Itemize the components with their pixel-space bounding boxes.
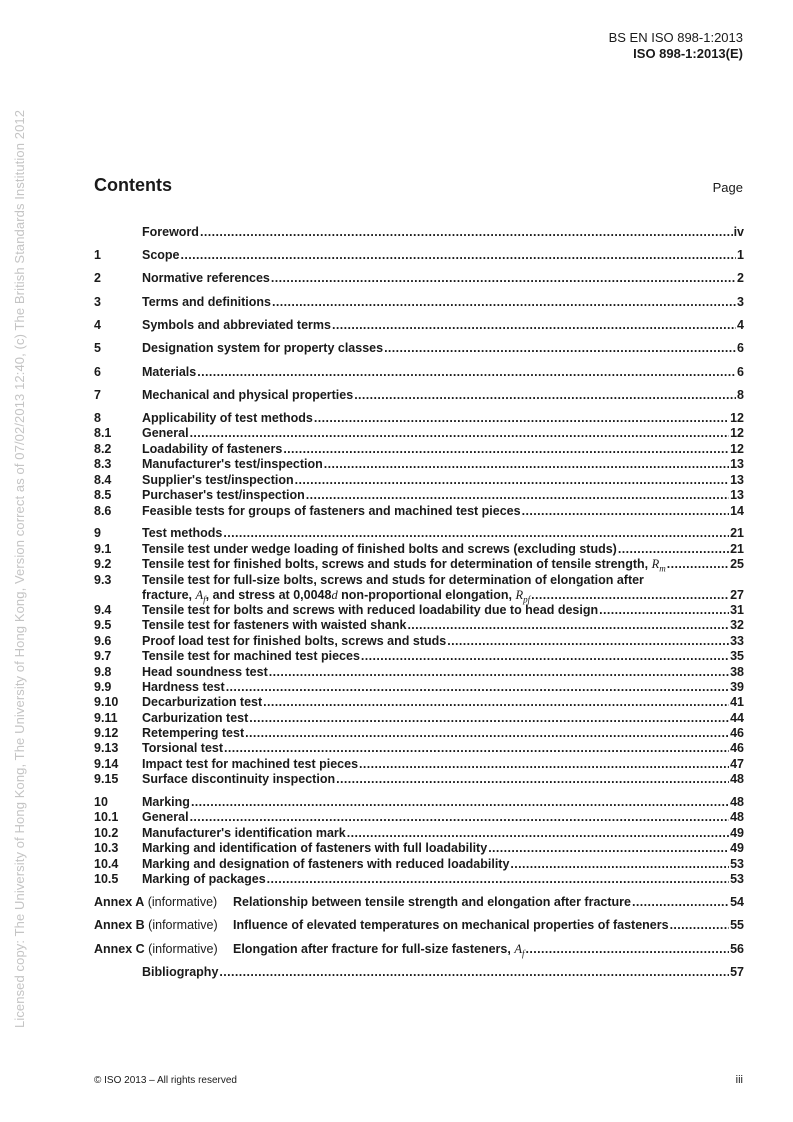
- title-text: Head soundness test: [142, 665, 268, 679]
- toc-entry[interactable]: [94, 271, 744, 286]
- title-text: Materials: [142, 365, 197, 379]
- entry-number: 10.2: [94, 826, 119, 840]
- entry-page: 4: [737, 318, 744, 332]
- entry-title: [142, 542, 617, 557]
- entry-page: 32: [730, 618, 744, 632]
- toc-entry[interactable]: [94, 634, 744, 649]
- toc-entry[interactable]: [94, 726, 744, 741]
- toc-entry[interactable]: [94, 603, 744, 618]
- entry-page: 49: [730, 826, 744, 840]
- dot-leader: [407, 618, 729, 633]
- dot-leader: [336, 772, 729, 787]
- symbol-subscript: f: [521, 948, 525, 959]
- title-text: Designation system for property classes: [142, 341, 384, 355]
- dot-leader: [314, 411, 729, 426]
- annex-label: [94, 918, 233, 933]
- entry-title: [142, 772, 335, 787]
- toc-entry[interactable]: [94, 810, 744, 825]
- entry-number: 9.3: [94, 573, 112, 587]
- title-text: Marking of packages: [142, 872, 266, 886]
- entry-title: [142, 442, 282, 457]
- entry-page: 1: [737, 248, 744, 262]
- annex-id: Annex A: [94, 895, 145, 909]
- entry-title: [233, 942, 524, 962]
- dot-leader: [354, 388, 736, 403]
- entry-page: 53: [730, 872, 744, 886]
- entry-title: [142, 426, 189, 441]
- standard-number: BS EN ISO 898-1:2013: [608, 30, 743, 45]
- entry-page: 12: [730, 442, 744, 456]
- entry-number: 4: [94, 318, 101, 332]
- toc-entry[interactable]: [94, 457, 744, 472]
- entry-page: 49: [730, 841, 744, 855]
- title-text: Symbols and abbreviated terms: [142, 318, 331, 332]
- symbol: R: [515, 588, 524, 602]
- entry-page: 53: [730, 857, 744, 871]
- entry-title: [142, 795, 190, 810]
- toc-entry[interactable]: [94, 557, 744, 572]
- title-text: Feasible tests for groups of fasteners and machined test pieces: [142, 504, 521, 518]
- dot-leader: [272, 295, 736, 310]
- dot-leader: [190, 810, 730, 825]
- entry-title: [142, 271, 270, 286]
- entry-number: 9.13: [94, 741, 119, 755]
- entry-page: 54: [730, 895, 744, 909]
- entry-number: 9.10: [94, 695, 119, 709]
- entry-page: 12: [730, 411, 744, 425]
- entry-title: [142, 341, 383, 356]
- dot-leader: [191, 795, 729, 810]
- toc-entry[interactable]: [94, 618, 744, 633]
- entry-page: 56: [730, 942, 744, 956]
- title-text: Elongation after fracture for full-size fasteners,: [233, 942, 515, 956]
- text-part: , and stress at 0,0048: [205, 588, 332, 602]
- title-text: Marking and identification of fasteners with full loadability: [142, 841, 488, 855]
- toc-entry[interactable]: [94, 826, 744, 841]
- entry-title: [142, 457, 323, 472]
- dot-leader: [245, 726, 729, 741]
- dot-leader: [667, 557, 729, 572]
- entry-number: 8.4: [94, 473, 112, 487]
- copyright-notice: © ISO 2013 – All rights reserved: [94, 1075, 237, 1086]
- entry-number: 9.8: [94, 665, 112, 679]
- entry-page: 21: [730, 542, 744, 556]
- entry-title: [142, 649, 360, 664]
- entry-page: 12: [730, 426, 744, 440]
- entry-page: 27: [730, 588, 744, 602]
- page-number: iii: [735, 1074, 743, 1086]
- entry-page: 13: [730, 473, 744, 487]
- symbol-subscript: m: [659, 563, 666, 574]
- entry-page: 48: [730, 795, 744, 809]
- dot-leader: [224, 741, 729, 756]
- toc-entry[interactable]: [94, 841, 744, 856]
- dot-leader: [271, 271, 736, 286]
- title-text: Purchaser's test/inspection: [142, 488, 305, 502]
- title-text: Tensile test under wedge loading of finished bolts and screws (excluding studs): [142, 542, 617, 556]
- entry-page: 31: [730, 603, 744, 617]
- entry-page: 25: [730, 557, 744, 571]
- entry-title: [142, 810, 189, 825]
- entry-page: 48: [730, 810, 744, 824]
- entry-number: 9.14: [94, 757, 119, 771]
- title-text: Hardness test: [142, 680, 225, 694]
- dot-leader: [249, 711, 729, 726]
- dot-leader: [200, 225, 733, 240]
- dot-leader: [190, 426, 730, 441]
- toc-entry[interactable]: [94, 795, 744, 810]
- dot-leader: [618, 542, 729, 557]
- entry-title: [142, 488, 305, 503]
- entry-page: 39: [730, 680, 744, 694]
- toc-entry[interactable]: [94, 857, 744, 872]
- page-title: Contents: [94, 175, 172, 195]
- dot-leader: [359, 757, 729, 772]
- entry-page: 8: [737, 388, 744, 402]
- toc-entry[interactable]: [94, 488, 744, 503]
- title-text: Tensile test for fasteners with waisted shank: [142, 618, 407, 632]
- entry-number: 10: [94, 795, 108, 809]
- entry-page: 21: [730, 526, 744, 540]
- title-text: Retempering test: [142, 726, 245, 740]
- entry-number: 9.2: [94, 557, 112, 571]
- license-watermark: Licensed copy: The University of Hong Kong, The University of Hong Kong, Version correct as of 07/02/2013 12:40, (c) The British Standards Institution 2012: [12, 109, 27, 1028]
- entry-title: [142, 295, 271, 310]
- entry-number: 9.6: [94, 634, 112, 648]
- dot-leader: [283, 442, 729, 457]
- dot-leader: [347, 826, 729, 841]
- title-text: Tensile test for finished bolts, screws and studs for determination of tensile strength,: [142, 557, 652, 571]
- symbol: d: [331, 588, 338, 602]
- entry-page: iv: [733, 225, 744, 239]
- toc-entry[interactable]: [94, 295, 744, 310]
- entry-number: 9.11: [94, 711, 118, 725]
- entry-number: 9.5: [94, 618, 112, 632]
- entry-number: 9.12: [94, 726, 119, 740]
- toc-entry[interactable]: [94, 365, 744, 380]
- toc-entry[interactable]: [94, 504, 744, 519]
- annex-label: [94, 942, 233, 957]
- toc-entry[interactable]: [94, 757, 744, 772]
- title-text: General: [142, 810, 189, 824]
- entry-number: 7: [94, 388, 101, 402]
- title-text: Tensile test for bolts and screws with reduced loadability due to head design: [142, 603, 599, 617]
- entry-page: 47: [730, 757, 744, 771]
- toc-entry[interactable]: [94, 526, 744, 541]
- title-text: Bibliography: [142, 965, 219, 979]
- dot-leader: [295, 473, 729, 488]
- title-text: Normative references: [142, 271, 270, 285]
- entry-number: 8.2: [94, 442, 112, 456]
- entry-page: 2: [737, 271, 744, 285]
- entry-title: [142, 225, 199, 240]
- dot-leader: [263, 695, 729, 710]
- entry-number: 10.4: [94, 857, 119, 871]
- entry-title: [142, 634, 446, 649]
- entry-title: [142, 695, 262, 710]
- dot-leader: [223, 526, 729, 541]
- entry-title: [142, 526, 222, 541]
- iso-number: ISO 898-1:2013(E): [633, 46, 743, 61]
- dot-leader: [361, 649, 729, 664]
- entry-number: 9.15: [94, 772, 119, 786]
- title-text: Scope: [142, 248, 180, 262]
- symbol: A: [514, 942, 522, 956]
- title-text: Applicability of test methods: [142, 411, 313, 425]
- entry-page: 38: [730, 665, 744, 679]
- title-text: Surface discontinuity inspection: [142, 772, 336, 786]
- title-text: General: [142, 426, 189, 440]
- entry-title: [142, 504, 521, 519]
- dot-leader: [324, 457, 729, 472]
- annex-id: Annex C: [94, 942, 145, 956]
- toc-entry[interactable]: [94, 680, 744, 695]
- entry-title: [142, 711, 248, 726]
- toc-entry[interactable]: [94, 225, 744, 240]
- toc-entry[interactable]: [94, 388, 744, 403]
- entry-title: [142, 473, 294, 488]
- annex-informative: (informative): [144, 895, 218, 909]
- toc-entry[interactable]: [94, 473, 744, 488]
- text-part: fracture,: [142, 588, 196, 602]
- entry-title: [142, 603, 598, 618]
- entry-title: [142, 857, 509, 872]
- dot-leader: [197, 365, 736, 380]
- entry-page: 6: [737, 341, 744, 355]
- entry-title: [233, 918, 669, 933]
- text-part: non-proportional elongation,: [337, 588, 516, 602]
- toc-entry[interactable]: [94, 573, 744, 588]
- toc-entry[interactable]: [94, 918, 744, 933]
- annex-label: [94, 895, 233, 910]
- toc-entry[interactable]: [94, 411, 744, 426]
- toc-entry[interactable]: [94, 665, 744, 680]
- entry-number: 9.7: [94, 649, 112, 663]
- title-text: Torsional test: [142, 741, 224, 755]
- entry-number: 8.6: [94, 504, 112, 518]
- entry-title: [142, 318, 331, 333]
- entry-number: 8.1: [94, 426, 112, 440]
- entry-number: 2: [94, 271, 101, 285]
- entry-title: [142, 248, 180, 263]
- title-text: Marking: [142, 795, 190, 809]
- entry-number: 9: [94, 526, 101, 540]
- entry-page: 46: [730, 726, 744, 740]
- entry-title: [142, 618, 406, 633]
- title-text: Terms and definitions: [142, 295, 271, 309]
- symbol: A: [195, 588, 204, 602]
- toc-entry[interactable]: [94, 542, 744, 557]
- dot-leader: [522, 504, 730, 519]
- dot-leader: [510, 857, 729, 872]
- dot-leader: [306, 488, 729, 503]
- title-text: Loadability of fasteners: [142, 442, 283, 456]
- entry-page: 48: [730, 772, 744, 786]
- toc-entry[interactable]: [94, 772, 744, 787]
- document-header: [609, 30, 743, 62]
- title-text: Influence of elevated temperatures on mechanical properties of fasteners: [233, 918, 669, 932]
- entry-title: [142, 872, 266, 887]
- dot-leader: [226, 680, 729, 695]
- entry-title: [142, 741, 223, 756]
- entry-number: 6: [94, 365, 101, 379]
- entry-title: [233, 895, 631, 910]
- entry-number: 10.3: [94, 841, 119, 855]
- title-text: Tensile test for machined test pieces: [142, 649, 360, 663]
- annex-informative: (informative): [144, 942, 218, 956]
- title-text: Carburization test: [142, 711, 249, 725]
- entry-title: [142, 665, 268, 680]
- entry-number: 9.4: [94, 603, 112, 617]
- dot-leader: [670, 918, 730, 933]
- entry-title: [142, 841, 487, 856]
- entry-page: 44: [730, 711, 744, 725]
- entry-number: 3: [94, 295, 101, 309]
- entry-page: 13: [730, 488, 744, 502]
- annex-informative: (informative): [144, 918, 218, 932]
- toc-entry[interactable]: [94, 711, 744, 726]
- entry-number: 10.5: [94, 872, 119, 886]
- entry-title: [142, 365, 196, 380]
- toc-entry[interactable]: [94, 649, 744, 664]
- title-text: Impact test for machined test pieces: [142, 757, 359, 771]
- title-text: Decarburization test: [142, 695, 263, 709]
- dot-leader: [181, 248, 737, 263]
- entry-title: Tensile test for full-size bolts, screws and studs for determination of elongation after: [142, 573, 644, 587]
- toc-entry[interactable]: [94, 895, 744, 910]
- entry-number: 8.3: [94, 457, 112, 471]
- entry-page: 41: [730, 695, 744, 709]
- entry-page: 6: [737, 365, 744, 379]
- dot-leader: [219, 965, 729, 980]
- title-text: Relationship between tensile strength and elongation after fracture: [233, 895, 631, 909]
- toc-entry[interactable]: [94, 442, 744, 457]
- dot-leader: [269, 665, 729, 680]
- entry-title: [142, 726, 244, 741]
- title-text: Manufacturer's test/inspection: [142, 457, 323, 471]
- entry-title: [142, 965, 218, 980]
- symbol-subscript: f: [203, 594, 206, 605]
- toc-entry[interactable]: [94, 426, 744, 441]
- toc-entry[interactable]: [94, 341, 744, 356]
- dot-leader: [267, 872, 729, 887]
- toc-entry[interactable]: [94, 965, 744, 980]
- entry-number: 10.1: [94, 810, 119, 824]
- dot-leader: [525, 942, 729, 957]
- entry-number: 5: [94, 341, 101, 355]
- toc-entry-continuation[interactable]: [94, 588, 744, 603]
- entry-title: [142, 826, 346, 841]
- entry-page: 55: [730, 918, 744, 932]
- entry-number: 9.9: [94, 680, 112, 694]
- entry-number: 1: [94, 248, 101, 262]
- annex-id: Annex B: [94, 918, 145, 932]
- title-text: Proof load test for finished bolts, screws and studs: [142, 634, 447, 648]
- title-text: Mechanical and physical properties: [142, 388, 354, 402]
- entry-page: 35: [730, 649, 744, 663]
- toc-entry[interactable]: [94, 695, 744, 710]
- entry-page: 33: [730, 634, 744, 648]
- dot-leader: [447, 634, 729, 649]
- dot-leader: [531, 588, 729, 603]
- toc-entry[interactable]: [94, 872, 744, 887]
- entry-number: 8: [94, 411, 101, 425]
- dot-leader: [599, 603, 729, 618]
- toc-entry[interactable]: [94, 942, 744, 957]
- entry-title: [142, 411, 313, 426]
- entry-page: 46: [730, 741, 744, 755]
- entry-title: [142, 757, 358, 772]
- title-text: Test methods: [142, 526, 223, 540]
- symbol-subscript: pf: [523, 594, 531, 605]
- dot-leader: [332, 318, 736, 333]
- page-column-label: Page: [712, 180, 743, 195]
- symbol: R: [651, 557, 660, 571]
- title-text: Supplier's test/inspection: [142, 473, 294, 487]
- entry-number: 8.5: [94, 488, 112, 502]
- entry-title: [142, 680, 225, 695]
- dot-leader: [384, 341, 736, 356]
- dot-leader: [632, 895, 729, 910]
- toc-entry[interactable]: [94, 741, 744, 756]
- dot-leader: [488, 841, 729, 856]
- entry-number: 9.1: [94, 542, 112, 556]
- toc-entry[interactable]: [94, 318, 744, 333]
- title-text: Foreword: [142, 225, 199, 239]
- entry-page: 13: [730, 457, 744, 471]
- entry-page: 3: [737, 295, 744, 309]
- entry-title: [142, 388, 353, 403]
- title-text: Marking and designation of fasteners with reduced loadability: [142, 857, 510, 871]
- title-text: Manufacturer's identification mark: [142, 826, 346, 840]
- entry-page: 57: [730, 965, 744, 979]
- toc-entry[interactable]: [94, 248, 744, 263]
- entry-page: 14: [730, 504, 744, 518]
